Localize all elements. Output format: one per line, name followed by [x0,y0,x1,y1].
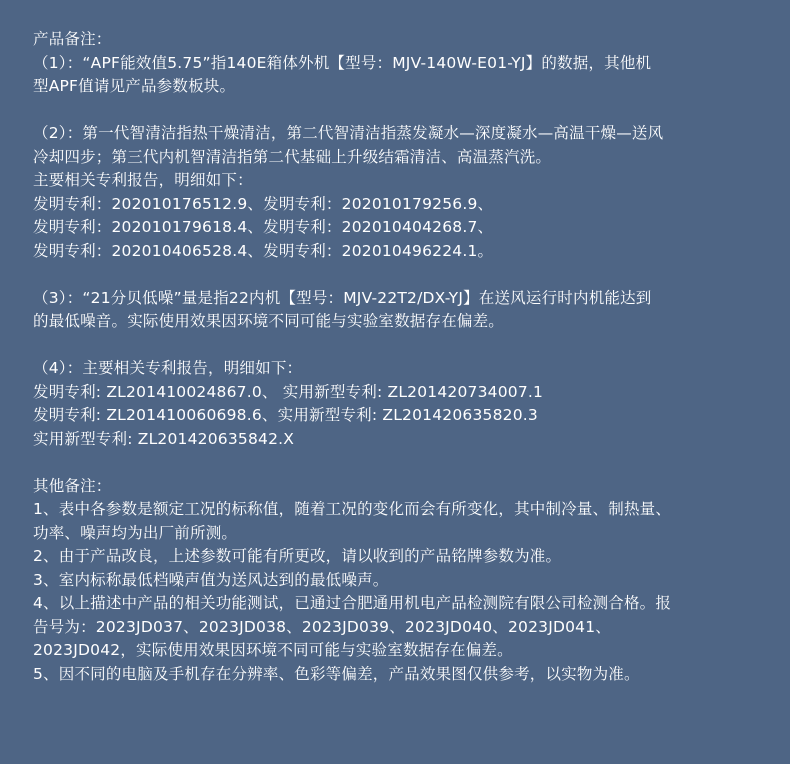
spacer [33,99,763,123]
note2-line: 发明专利：202010176512.9、发明专利：202010179256.9、 [33,194,494,213]
note1-line: 型APF值请见产品参数板块。 [33,77,236,95]
other-note-line: 2023JD042，实际使用效果因环境不同可能与实验室数据存在偏差。 [33,641,513,659]
other-note-line: 1、表中各参数是额定工况的标称值，随着工况的变化而会有所变化，其中制冷量、制热量、 [33,500,672,518]
note4-line: 发明专利: ZL201410024867.0、 实用新型专利: ZL201420734007.1 [33,382,544,401]
note4-line: 发明专利: ZL201410060698.6、实用新型专利: ZL201420635820.3 [33,406,538,424]
other-note-line: 3、室内标称最低档噪声值为送风达到的最低噪声。 [33,570,389,589]
note2-line: （2）：第一代智清洁指热干燥清洁，第二代智清洁指蒸发凝水—深度凝水—高温干燥—送风 [33,124,664,142]
note2-line: 冷却四步；第三代内机智清洁指第二代基础上升级结霜清洁、高温蒸汽洗。 [33,147,552,166]
other-note-line: 2、由于产品改良，上述参数可能有所更改，请以收到的产品铭牌参数为准。 [33,547,562,565]
note2-line: 发明专利：202010179618.4、发明专利：202010404268.7、 [33,218,494,236]
spacer [33,334,763,358]
notes-block [33,28,763,686]
note4-line: （4）：主要相关专利报告，明细如下： [33,359,303,377]
spacer [33,451,763,475]
note3-line: 的最低噪音。实际使用效果因环境不同可能与实验室数据存在偏差。 [33,312,505,330]
note2-line: 主要相关专利报告，明细如下： [33,171,253,189]
note3-line: （3）：“21分贝低噪”量是指22内机【型号：MJV-22T2/DX-YJ】在送风运行时内机能达到 [33,288,652,307]
other-note-line: 5、因不同的电脑及手机存在分辨率、色彩等偏差，产品效果图仅供参考，以实物为准。 [33,664,640,683]
other-note-line: 告号为：2023JD037、2023JD038、2023JD039、2023JD040、2023JD041、 [33,617,611,636]
product-notes-title: 产品备注： [33,30,112,48]
other-notes-title: 其他备注： [33,476,112,495]
note4-line: 实用新型专利: ZL201420635842.X [33,429,295,448]
other-note-line: 功率、噪声均为出厂前所测。 [33,523,238,542]
note2-line: 发明专利：202010406528.4、发明专利：202010496224.1。 [33,241,494,260]
spacer [33,263,763,287]
other-note-line: 4、以上描述中产品的相关功能测试，已通过合肥通用机电产品检测院有限公司检测合格。报 [33,594,672,612]
note1-line: （1）：“APF能效值5.75”指140E箱体外机【型号：MJV-140W-E01-YJ】的数据，其他机 [33,53,652,72]
